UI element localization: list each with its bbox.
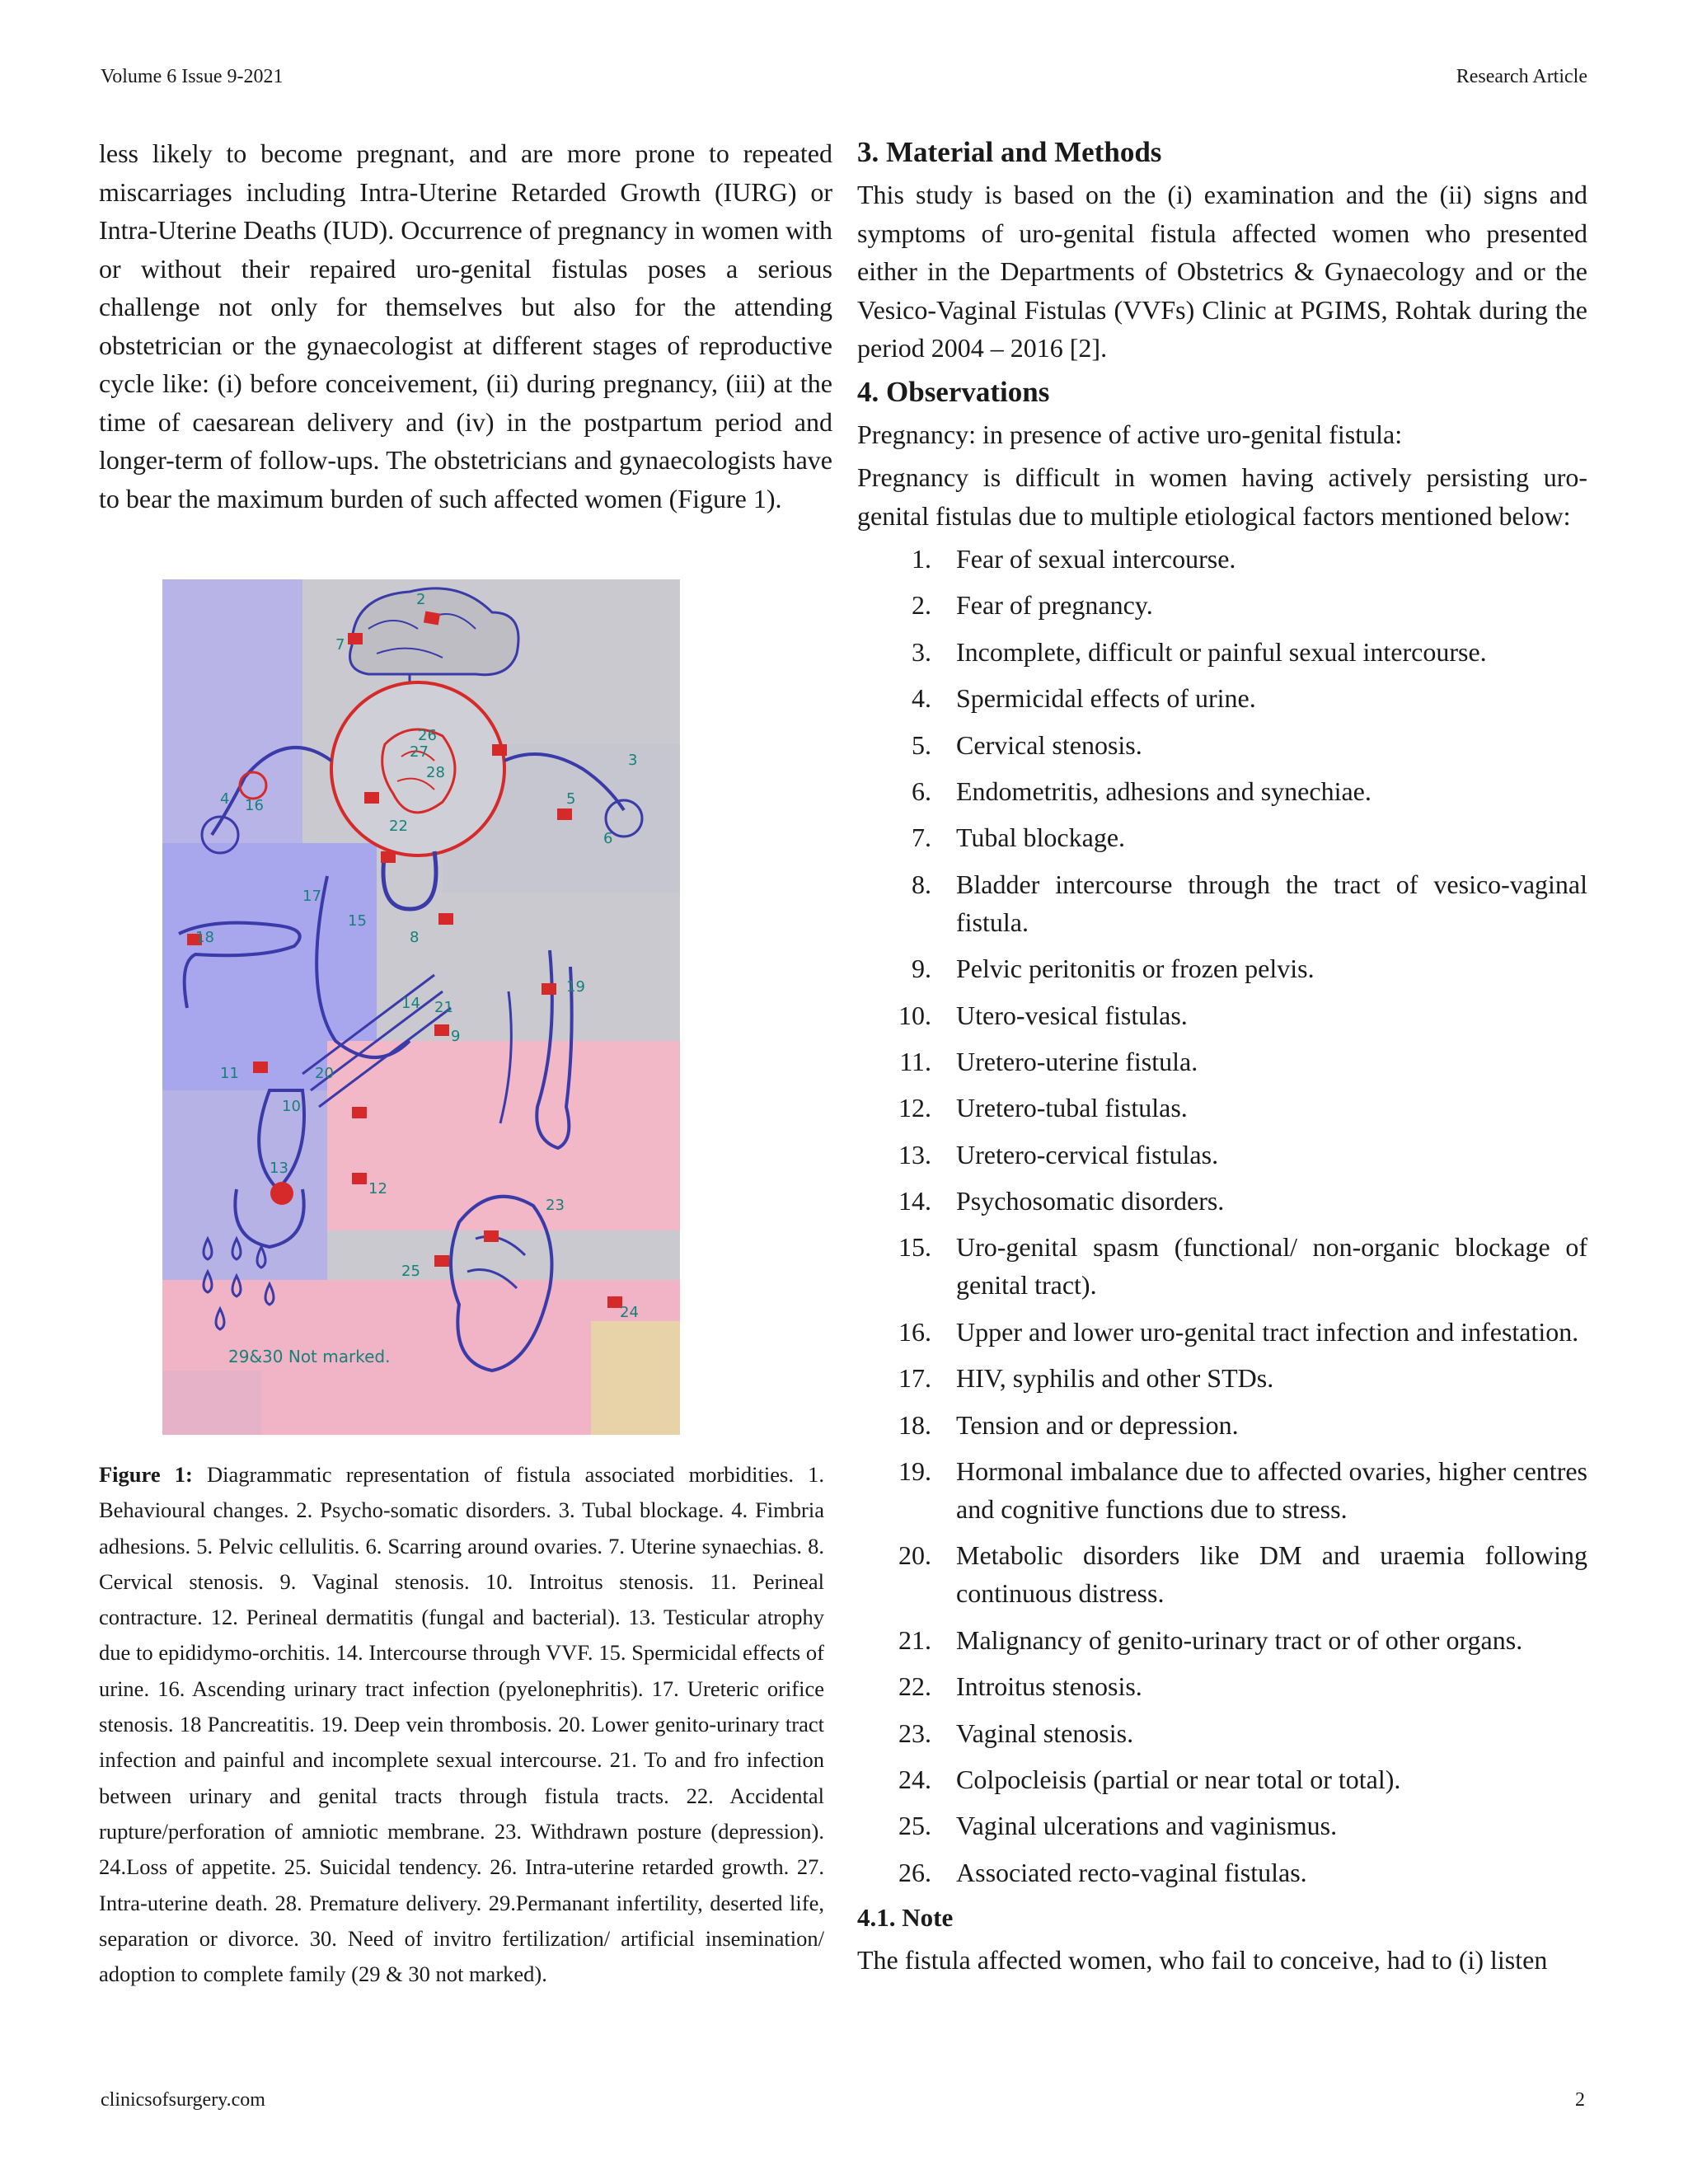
list-item <box>857 1714 1587 1752</box>
list-item-number: 7. <box>912 823 931 853</box>
list-item-number: 11. <box>899 1046 931 1076</box>
list-item <box>857 1536 1587 1612</box>
list-item <box>857 772 1587 810</box>
figure-label: 2 <box>416 591 426 608</box>
list-item-number: 3. <box>912 636 931 667</box>
list-item <box>857 865 1587 941</box>
list-item-number: 25. <box>898 1811 931 1841</box>
list-item <box>857 818 1587 856</box>
section-4-title: 4. Observations <box>857 375 1050 408</box>
journal-volume: Volume 6 Issue 9-2021 <box>101 66 284 87</box>
etiological-factors-list <box>857 540 1587 1891</box>
list-item-text: Pelvic peritonitis or frozen pelvis. <box>956 954 1315 984</box>
list-item <box>857 540 1587 578</box>
list-item-number: 2. <box>912 590 931 621</box>
list-item-text: Endometritis, adhesions and synechiae. <box>956 776 1372 806</box>
list-item-number: 10. <box>898 1000 931 1030</box>
list-item-text: Vaginal ulcerations and vaginismus. <box>956 1811 1338 1841</box>
list-item <box>857 1854 1587 1891</box>
section-3-title: 3. Material and Methods <box>857 136 1162 168</box>
list-item-number: 5. <box>912 729 931 760</box>
list-item <box>857 1359 1587 1397</box>
list-item-text: Bladder intercourse through the tract of vesico-vaginal fistula. <box>956 869 1587 937</box>
list-item <box>857 1228 1587 1304</box>
caption-label: Figure 1: <box>99 1462 193 1487</box>
figure-label: 20 <box>315 1065 334 1082</box>
list-item-number: 23. <box>898 1718 931 1748</box>
observations-intro-2: Pregnancy is difficult in women having actively persisting uro-genital fistulas due to multiple etiological factors mentioned below: <box>857 462 1587 531</box>
figure-label: 16 <box>245 797 264 814</box>
list-item <box>857 1667 1587 1705</box>
list-item-number: 17. <box>898 1363 931 1394</box>
list-item <box>857 1043 1587 1080</box>
list-item <box>857 1406 1587 1444</box>
list-item-number: 22. <box>898 1671 931 1702</box>
figure-label: 13 <box>270 1160 288 1177</box>
list-item-text: Uretero-tubal fistulas. <box>956 1093 1188 1123</box>
list-item-number: 15. <box>898 1232 931 1263</box>
list-item-text: Uretero-uterine fistula. <box>956 1046 1198 1076</box>
page-number: 2 <box>1575 2089 1585 2111</box>
caption-text: Diagrammatic representation of fistula associated morbidities. 1. Behavioural changes. 2. Psycho-somatic disorders. 3. Tubal blockage. 4. Fimbria adhesions. 5. Pelvic cellulitis. 6. Scarring around ovaries. 7. Uterine synaechias. 8. Cervical stenosis. 9. Vaginal stenosis. 10. Introitus stenosis. 11. Perineal contracture. 12. Perineal dermatitis (fungal and bacterial). 13. Testicular atrophy due to epididymo-orchitis. 14. Intercourse through VVF. 15. Spermicidal effects of urine. 16. Ascending urinary tract infection (pyelonephritis). 17. Ureteric orifice stenosis. 18 Pancreatitis. 19. Deep vein thrombosis. 20. Lower genito-urinary tract infection and painful and incomplete sexual intercourse. 21. To and fro infection between urinary and genital tracts through fistula tracts. 22. Accidental rupture/perforation of amniotic membrane. 23. Withdrawn posture (depression). 24.Loss of appetite. 25. Suicidal tendency. 26. Intra-uterine retarded growth. 27. Intra-uterine death. 28. Premature delivery. 29.Permanant infertility, deserted life, separation or divorce. 30. Need of invitro fertilization/ artificial insemination/ adoption to complete family (29 & 30 not marked). <box>99 1462 824 1987</box>
figure-label: 26 <box>418 727 437 744</box>
figure-label: 25 <box>401 1263 420 1280</box>
section-3-paragraph: This study is based on the (i) examination and the (ii) signs and symptoms of uro-genital fistula affected women who presented either in the Departments of Obstetrics & Gynaecology and or the Vesico-Vaginal Fistulas (VVFs) Clinic at PGIMS, Rohtak during the period 2004 – 2016 [2]. <box>857 180 1587 363</box>
list-item <box>857 726 1587 764</box>
list-item-text: Malignancy of genito-urinary tract or of other organs. <box>956 1624 1523 1655</box>
list-item-number: 13. <box>898 1139 931 1169</box>
right-column <box>857 134 1587 1980</box>
figure-label: 14 <box>401 995 420 1012</box>
list-item-number: 8. <box>912 869 931 899</box>
list-item-number: 21. <box>898 1624 931 1655</box>
list-item-text: Fear of sexual intercourse. <box>956 544 1236 574</box>
figure-label: 22 <box>389 818 408 835</box>
list-item-number: 6. <box>912 776 931 806</box>
figure-label: 10 <box>282 1098 301 1115</box>
list-item <box>857 949 1587 987</box>
list-item <box>857 586 1587 624</box>
list-item-text: Upper and lower uro-genital tract infection and infestation. <box>956 1316 1579 1347</box>
figure-label: 3 <box>628 752 638 769</box>
list-item-number: 9. <box>912 954 931 984</box>
figure-1-caption <box>99 1457 824 1992</box>
list-item <box>857 1089 1587 1127</box>
list-item-text: HIV, syphilis and other STDs. <box>956 1363 1274 1394</box>
figure-label: 28 <box>426 764 445 781</box>
list-item-text: Introitus stenosis. <box>956 1671 1142 1702</box>
list-item <box>857 1182 1587 1220</box>
figure-label: 24 <box>620 1304 639 1321</box>
figure-label: 19 <box>566 978 585 996</box>
figure-label: 21 <box>434 999 453 1016</box>
figure-label: 17 <box>302 888 321 905</box>
list-item-number: 16. <box>898 1316 931 1347</box>
list-item <box>857 1452 1587 1528</box>
list-item <box>857 1621 1587 1659</box>
figure-label: 7 <box>335 636 345 654</box>
left-column <box>99 134 832 518</box>
figure-label: 27 <box>410 743 429 761</box>
list-item-text: Associated recto-vaginal fistulas. <box>956 1857 1307 1887</box>
list-item-number: 19. <box>898 1456 931 1487</box>
list-item <box>857 679 1587 717</box>
list-item-number: 20. <box>898 1540 931 1571</box>
list-item-text: Uretero-cervical fistulas. <box>956 1139 1219 1169</box>
figure-label: 12 <box>368 1180 387 1197</box>
list-item-number: 4. <box>912 683 931 714</box>
list-item-text: Tubal blockage. <box>956 823 1126 853</box>
list-item-number: 1. <box>912 544 931 574</box>
list-item-text: Vaginal stenosis. <box>956 1718 1134 1748</box>
list-item-text: Psychosomatic disorders. <box>956 1186 1225 1216</box>
list-item-number: 18. <box>898 1409 931 1440</box>
list-item-number: 24. <box>898 1764 931 1794</box>
list-item-text: Tension and or depression. <box>956 1409 1239 1440</box>
note-paragraph: The fistula affected women, who fail to conceive, had to (i) listen <box>857 1945 1548 1975</box>
list-item <box>857 1313 1587 1351</box>
handwritten-note: 29&30 Not marked. <box>228 1347 391 1366</box>
list-item-text: Uro-genital spasm (functional/ non-organic blockage of genital tract). <box>956 1232 1587 1301</box>
list-item-text: Fear of pregnancy. <box>956 590 1153 621</box>
fistula-morbidity-drawing <box>162 579 680 1435</box>
list-item <box>857 996 1587 1034</box>
figure-label: 23 <box>546 1197 565 1214</box>
list-item <box>857 1136 1587 1174</box>
journal-website: clinicsofsurgery.com <box>101 2089 265 2111</box>
list-item-text: Hormonal imbalance due to affected ovaries, higher centres and cognitive functions due to stress. <box>956 1456 1587 1525</box>
list-item <box>857 1760 1587 1798</box>
list-item-text: Spermicidal effects of urine. <box>956 683 1256 714</box>
figure-label: 9 <box>451 1028 461 1045</box>
figure-label: 4 <box>220 790 230 808</box>
figure-1-illustration <box>162 579 680 1435</box>
list-item <box>857 1807 1587 1844</box>
intro-paragraph: less likely to become pregnant, and are more prone to repeated miscarriages including Intra-Uterine Retarded Growth (IURG) or Intra-Uterine Deaths (IUD). Occurrence of pregnancy in women with or without their repaired uro-genital fistulas poses a serious challenge not only for themselves but also for the attending obstetrician or the gynaecologist at different stages of reproductive cycle like: (i) before conceivement, (ii) during pregnancy, (iii) at the time of caesarean delivery and (iv) in the postpartum period and longer-term of follow-ups. The obstetricians and gynaecologists have to bear the maximum burden of such affected women (Figure 1). <box>99 138 832 513</box>
list-item-number: 12. <box>898 1093 931 1123</box>
list-item-text: Utero-vesical fistulas. <box>956 1000 1188 1030</box>
figure-label: 8 <box>410 929 420 946</box>
figure-label: 6 <box>603 830 613 847</box>
figure-label: 18 <box>195 929 214 946</box>
observations-intro-1: Pregnancy: in presence of active uro-genital fistula: <box>857 419 1403 449</box>
list-item-text: Metabolic disorders like DM and uraemia following continuous distress. <box>956 1540 1587 1609</box>
list-item-text: Cervical stenosis. <box>956 729 1142 760</box>
list-item-text: Colpocleisis (partial or near total or total). <box>956 1764 1401 1794</box>
figure-label: 11 <box>220 1065 239 1082</box>
list-item-text: Incomplete, difficult or painful sexual intercourse. <box>956 636 1487 667</box>
note-title: 4.1. Note <box>857 1903 954 1933</box>
list-item-number: 26. <box>898 1857 931 1887</box>
list-item <box>857 633 1587 671</box>
article-type: Research Article <box>1456 66 1587 87</box>
figure-label: 15 <box>348 912 367 930</box>
list-item-number: 14. <box>898 1186 931 1216</box>
figure-label: 5 <box>566 790 576 808</box>
